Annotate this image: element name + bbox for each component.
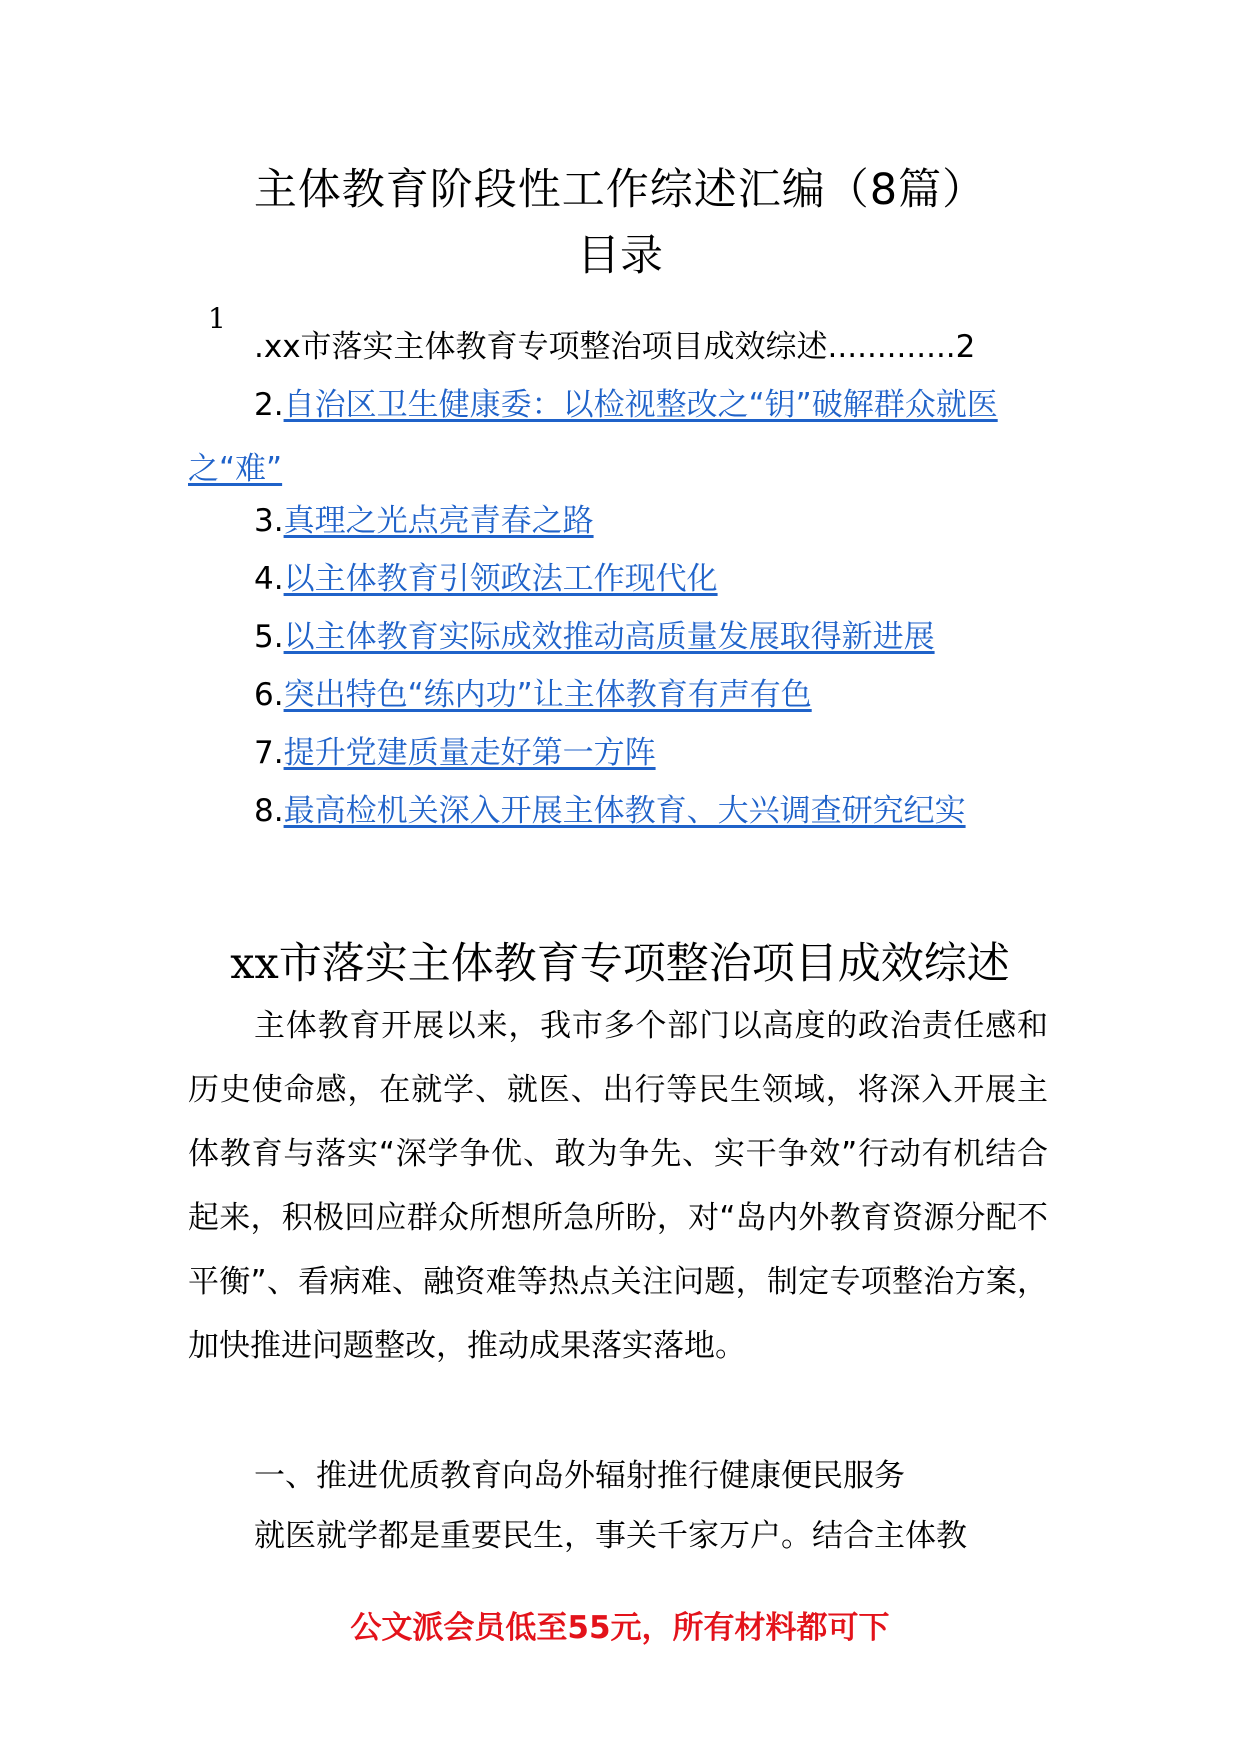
- toc-link-2[interactable]: 自治区卫生健康委：以检视整改之“钥”破解群众就医之“难”: [188, 387, 998, 487]
- body-paragraph: 主体教育开展以来，我市多个部门以高度的政治责任感和历史使命感，在就学、就医、出行等民生领域，将深入开展主体教育与落实“深学争优、敢为争先、实干争效”行动有机结合起来，积极回应群众所想所急所盼，对“岛内外教育资源分配不平衡”、看病难、融资难等热点关注问题，制定专项整治方案，加快推进问题整改，推动成果落实落地。: [188, 1008, 1048, 1364]
- toc-stray-number: 1: [208, 302, 226, 335]
- toc-item-3[interactable]: [188, 489, 1114, 553]
- toc-item-number: 2.: [254, 387, 284, 423]
- body-paragraph: 就医就学都是重要民生，事关千家万户。结合主体教: [254, 1518, 967, 1554]
- toc-item-number: 3.: [254, 503, 284, 539]
- toc-item-number: 8.: [254, 793, 284, 829]
- toc-item-number: 5.: [254, 619, 284, 655]
- toc-item-number: 4.: [254, 561, 284, 597]
- toc-link-7[interactable]: 提升党建质量走好第一方阵: [283, 735, 656, 771]
- toc-item-number: .xx: [254, 329, 301, 365]
- toc-link-4[interactable]: 以主体教育引领政法工作现代化: [283, 561, 718, 597]
- section-title: [0, 934, 1240, 994]
- section-heading-1: 一、推进优质教育向岛外辐射推行健康便民服务: [254, 1458, 905, 1494]
- toc-item-number: 6.: [254, 677, 284, 713]
- footer-promo-note: 公文派会员低至55元，所有材料都可下: [350, 1610, 890, 1646]
- section-title-prefix: xx: [230, 939, 279, 989]
- toc-link-6[interactable]: 突出特色“练内功”让主体教育有声有色: [283, 677, 812, 713]
- toc-link-8[interactable]: 最高检机关深入开展主体教育、大兴调查研究纪实: [283, 793, 966, 829]
- toc-item-7[interactable]: [188, 721, 1114, 785]
- toc-heading: 目录: [577, 231, 663, 281]
- toc-item-4[interactable]: [188, 547, 1114, 611]
- toc-item-page: 2: [955, 329, 976, 365]
- toc-item-5[interactable]: [188, 605, 1114, 669]
- toc-link-5[interactable]: 以主体教育实际成效推动高质量发展取得新进展: [283, 619, 935, 655]
- toc-link-3[interactable]: 真理之光点亮青春之路: [283, 503, 594, 539]
- toc-item-number: 7.: [254, 735, 284, 771]
- toc-item-8[interactable]: [188, 779, 1114, 843]
- toc-item-6[interactable]: [188, 663, 1114, 727]
- section-title-text: 市落实主体教育专项整治项目成效综述: [278, 939, 1010, 989]
- toc-item-2[interactable]: [188, 373, 1048, 501]
- toc-item-dots: .............: [827, 329, 956, 365]
- toc-item-text: 市落实主体教育专项整治项目成效综述: [300, 329, 828, 365]
- toc-item-1[interactable]: [188, 315, 1114, 379]
- document-title: 主体教育阶段性工作综述汇编（8篇）: [253, 165, 987, 215]
